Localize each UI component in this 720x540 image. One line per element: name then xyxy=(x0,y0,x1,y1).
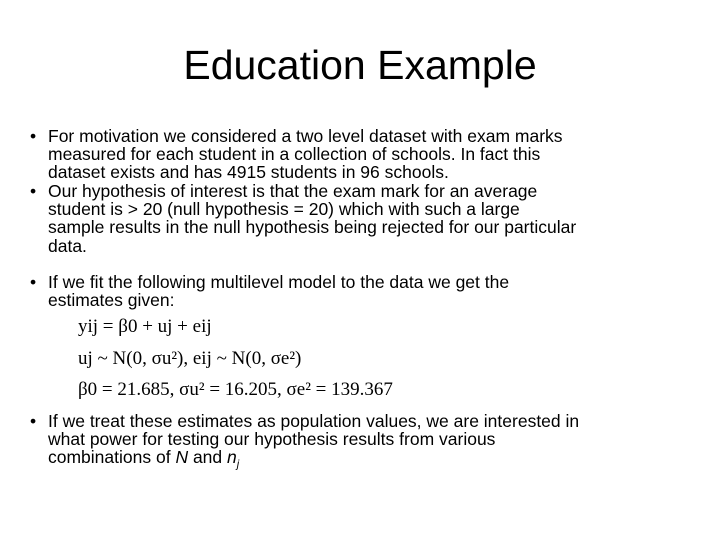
text-line: For motivation we considered a two level dataset with exam marks xyxy=(48,126,563,146)
equation-distributions: uj ~ N(0, σu²), eij ~ N(0, σe²) xyxy=(78,348,302,369)
slide-title: Education Example xyxy=(183,42,537,88)
text-line: sample results in the null hypothesis being rejected for our particular xyxy=(48,217,577,238)
text-line: If we fit the following multilevel model to the data we get the xyxy=(48,272,510,292)
text-line: Our hypothesis of interest is that the exam mark for an average xyxy=(48,181,538,201)
bullet-icon: • xyxy=(30,126,37,146)
var-subscript-j: j xyxy=(236,458,240,471)
text-line xyxy=(48,448,579,474)
text-line: measured for each student in a collection of schools. In fact this xyxy=(48,144,541,165)
text-line: what power for testing our hypothesis results from various xyxy=(48,429,496,450)
text-line: estimates given: xyxy=(48,290,175,311)
equation-estimates: β0 = 21.685, σu² = 16.205, σe² = 139.367 xyxy=(78,379,393,400)
var-N: N xyxy=(175,447,189,468)
var-n: n xyxy=(227,447,237,468)
bullet-icon: • xyxy=(30,411,37,431)
text-fragment: and xyxy=(188,447,228,468)
text-line: student is > 20 (null hypothesis = 20) which with such a large xyxy=(48,199,520,220)
text-line: dataset exists and has 4915 students in 96 schools. xyxy=(48,162,449,183)
bullet-icon: • xyxy=(30,181,37,201)
text-line: If we treat these estimates as population values, we are interested in xyxy=(48,411,580,431)
text-fragment: combinations of xyxy=(48,447,176,468)
bullet-icon: • xyxy=(30,272,37,292)
equation-model: yij = β0 + uj + eij xyxy=(78,316,212,337)
text-line: data. xyxy=(48,235,87,256)
